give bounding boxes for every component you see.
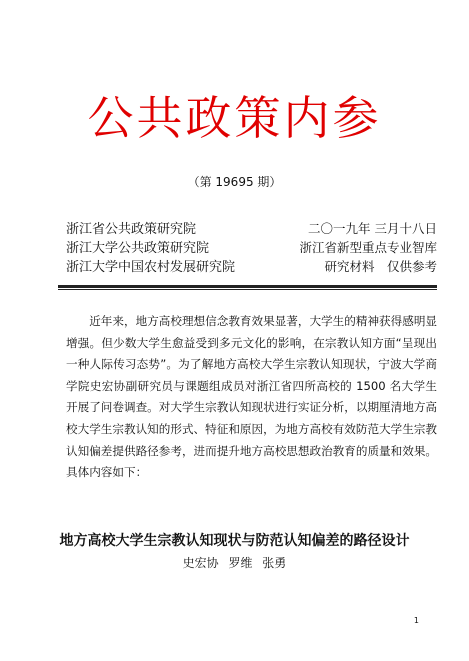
- header-row-2: [66, 239, 437, 257]
- publication-date: 二〇一九年 三月十八日: [308, 220, 437, 236]
- page-number: 1: [413, 616, 419, 625]
- issue-number: （第 19695 期）: [187, 175, 282, 189]
- institute-name-2: 浙江大学公共政策研究院: [66, 240, 210, 256]
- article-title: 地方高校大学生宗教认知现状与防范认知偏差的路径设计: [59, 533, 410, 549]
- header-row-3: [66, 258, 437, 276]
- masthead-title: 公共政策内参: [87, 91, 382, 145]
- institute-name-1: 浙江省公共政策研究院: [66, 221, 197, 237]
- header-rule-thin: [58, 289, 437, 290]
- article-authors: 史宏协 罗维 张勇: [182, 556, 287, 570]
- intro-paragraph: 近年来，地方高校理想信念教育效果显著，大学生的精神获得感明显增强。但少数大学生愈益受到多元文化的影响，在宗教认知方面“呈现出一种人际传习态势”。为了解地方高校大学生宗教认知现状，宁波大学商学院史宏协副研究员与课题组成员对浙江省四所高校的 1500 名大学生开展了问卷调查。对大学生宗教认知现状进行实证分析，以期厘清地方高校大学生宗教认知的形式、特征和原因，为地方高校有效防范大学生宗教认知偏差提供路径参考，进而提升地方高校思想政治教育的质量和效果。具体内容如下：: [66, 314, 438, 480]
- header-rule-thick: [58, 285, 437, 288]
- reference-note: 研究材料 仅供参考: [324, 258, 437, 274]
- institute-name-3: 浙江大学中国农村发展研究院: [66, 259, 236, 275]
- think-tank-label: 浙江省新型重点专业智库: [299, 239, 437, 255]
- header-row-1: [66, 220, 437, 238]
